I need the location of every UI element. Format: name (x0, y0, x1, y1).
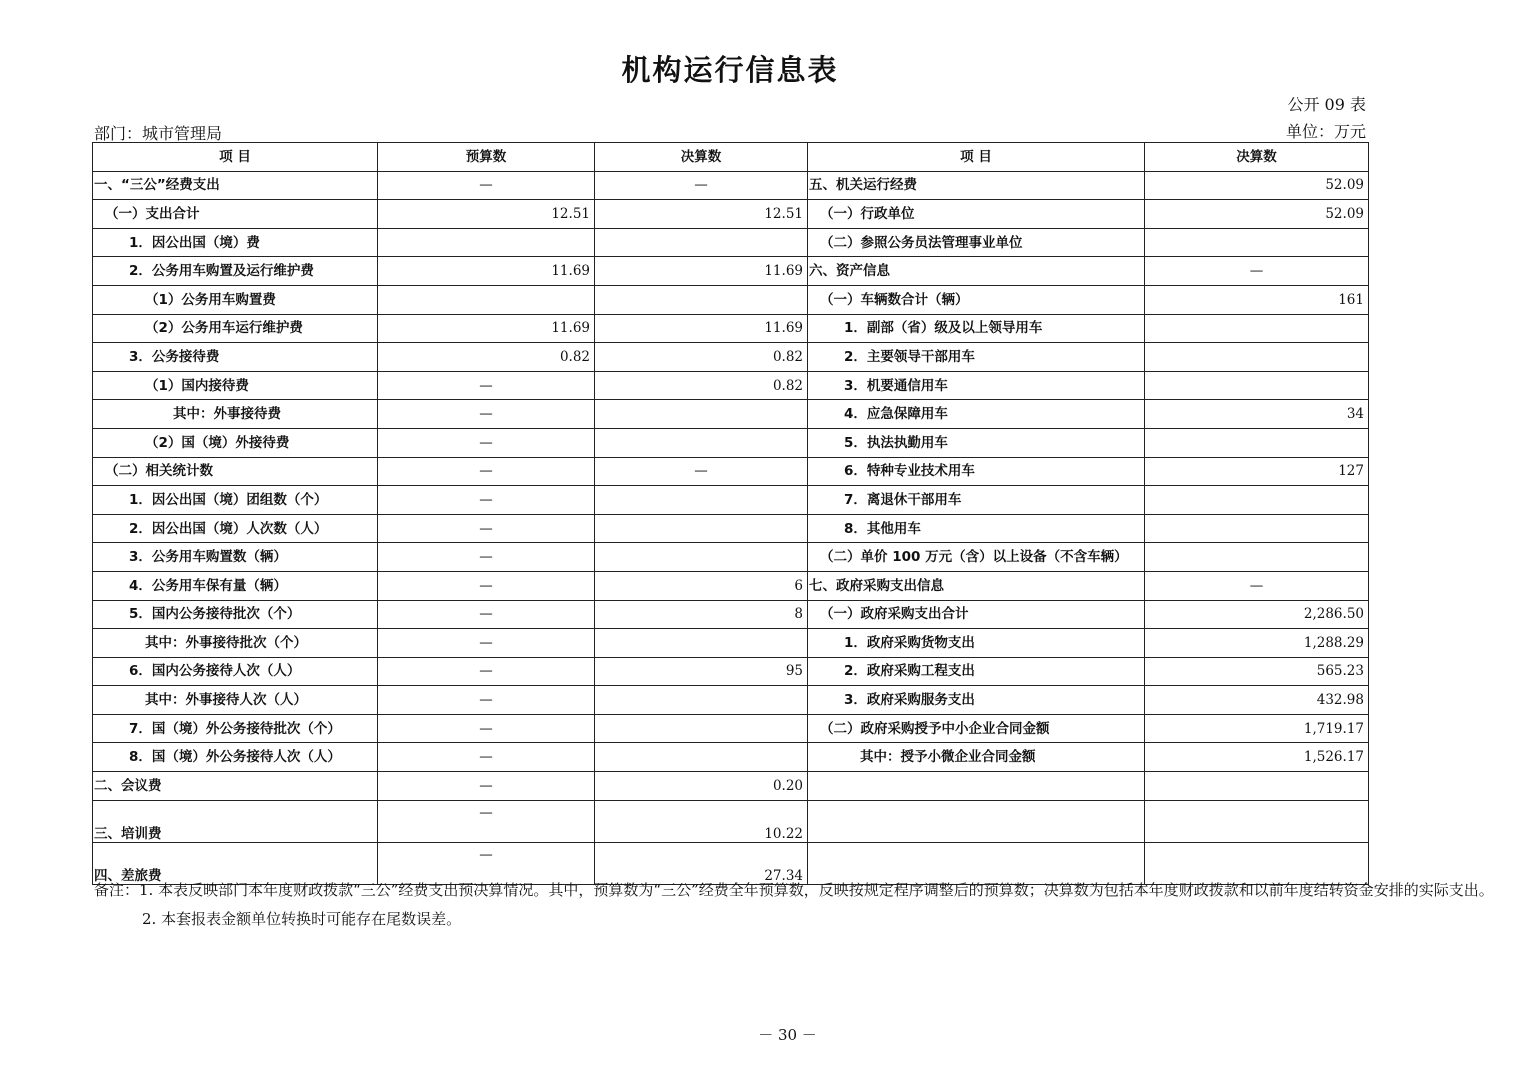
left-item-cell: 3．公务接待费 (93, 343, 378, 372)
left-item-cell: 1．因公出国（境）费 (93, 228, 378, 257)
right-final-cell (1145, 314, 1369, 343)
right-final-cell (1145, 371, 1369, 400)
final-cell (595, 686, 808, 715)
department-label: 部门：城市管理局 (94, 124, 223, 143)
right-item-cell: （二）政府采购授予中小企业合同金额 (808, 714, 1145, 743)
right-item-cell: 1．副部（省）级及以上领导用车 (808, 314, 1145, 343)
table-row (93, 371, 1369, 400)
right-item-cell: 7．离退休干部用车 (808, 486, 1145, 515)
left-item-cell: （1）公务用车购置费 (93, 285, 378, 314)
left-item-cell: 一、“三公”经费支出 (93, 171, 378, 200)
table-row (93, 457, 1369, 486)
right-item-cell: 2．政府采购工程支出 (808, 657, 1145, 686)
budget-cell: — (378, 428, 595, 457)
table-row (93, 400, 1369, 429)
right-item-cell: 3．机要通信用车 (808, 371, 1145, 400)
table-row (93, 800, 1369, 842)
right-item-cell (808, 772, 1145, 801)
budget-cell: — (378, 714, 595, 743)
right-final-cell: 127 (1145, 457, 1369, 486)
header-final-right: 决算数 (1145, 143, 1369, 172)
final-cell (595, 543, 808, 572)
right-item-cell: 5．执法执勤用车 (808, 428, 1145, 457)
right-final-cell (1145, 543, 1369, 572)
table-row (93, 514, 1369, 543)
budget-cell: 11.69 (378, 314, 595, 343)
final-cell (595, 714, 808, 743)
right-item-cell: （一）政府采购支出合计 (808, 600, 1145, 629)
right-item-cell: （一）车辆数合计（辆） (808, 285, 1145, 314)
right-item-cell: 其中：授予小微企业合同金额 (808, 743, 1145, 772)
final-cell: 8 (595, 600, 808, 629)
right-item-cell: 4．应急保障用车 (808, 400, 1145, 429)
right-final-cell (1145, 428, 1369, 457)
final-cell: 10.22 (595, 800, 808, 842)
budget-cell: — (378, 743, 595, 772)
header-budget: 预算数 (378, 143, 595, 172)
final-cell: 0.82 (595, 343, 808, 372)
left-item-cell: 其中：外事接待费 (93, 400, 378, 429)
page-number: － 30 － (758, 1026, 817, 1044)
table-row (93, 657, 1369, 686)
left-item-cell: 2．公务用车购置及运行维护费 (93, 257, 378, 286)
right-item-cell: 2．主要领导干部用车 (808, 343, 1145, 372)
budget-cell: — (378, 543, 595, 572)
left-item-cell: 2．因公出国（境）人次数（人） (93, 514, 378, 543)
left-item-cell: （2）国（境）外接待费 (93, 428, 378, 457)
right-final-cell: 2,286.50 (1145, 600, 1369, 629)
table-row (93, 686, 1369, 715)
left-item-cell: 8．国（境）外公务接待人次（人） (93, 743, 378, 772)
final-cell: 95 (595, 657, 808, 686)
budget-cell: — (378, 842, 595, 884)
left-item-cell: （1）国内接待费 (93, 371, 378, 400)
table-row (93, 228, 1369, 257)
left-item-cell: 其中：外事接待批次（个） (93, 629, 378, 658)
left-item-cell: 4．公务用车保有量（辆） (93, 571, 378, 600)
page-title: 机构运行信息表 (621, 53, 839, 87)
right-final-cell: 1,288.29 (1145, 629, 1369, 658)
left-item-cell: 四、差旅费 (93, 842, 378, 884)
budget-cell: — (378, 514, 595, 543)
table-row (93, 428, 1369, 457)
table-row (93, 486, 1369, 515)
final-cell (595, 629, 808, 658)
budget-cell: — (378, 629, 595, 658)
budget-cell: — (378, 772, 595, 801)
right-final-cell: 52.09 (1145, 200, 1369, 229)
budget-cell: — (378, 400, 595, 429)
budget-cell: 12.51 (378, 200, 595, 229)
note-1: 备注：1. 本表反映部门本年度财政拨款“三公”经费支出预决算情况。其中，预算数为“三公”经费全年预算数，反映按规定程序调整后的预算数；决算数为包括本年度财政拨款和以前年度结转资金安排的实际支出。 (94, 881, 1494, 899)
budget-cell (378, 285, 595, 314)
budget-cell: — (378, 457, 595, 486)
budget-cell: — (378, 171, 595, 200)
left-item-cell: 3．公务用车购置数（辆） (93, 543, 378, 572)
right-item-cell: 七、政府采购支出信息 (808, 571, 1145, 600)
left-item-cell: （二）相关统计数 (93, 457, 378, 486)
left-item-cell: （一）支出合计 (93, 200, 378, 229)
right-final-cell: 161 (1145, 285, 1369, 314)
header-item-right: 项 目 (808, 143, 1145, 172)
right-item-cell: 五、机关运行经费 (808, 171, 1145, 200)
table-row (93, 600, 1369, 629)
final-cell: 6 (595, 571, 808, 600)
table-row (93, 571, 1369, 600)
left-item-cell: 1．因公出国（境）团组数（个） (93, 486, 378, 515)
table-row (93, 314, 1369, 343)
notes (94, 876, 1508, 934)
budget-cell: — (378, 486, 595, 515)
final-cell: 12.51 (595, 200, 808, 229)
right-final-cell (1145, 486, 1369, 515)
budget-cell: — (378, 686, 595, 715)
final-cell: 11.69 (595, 314, 808, 343)
table-row (93, 629, 1369, 658)
table-row (93, 772, 1369, 801)
budget-cell: — (378, 571, 595, 600)
right-final-cell: 52.09 (1145, 171, 1369, 200)
right-final-cell (1145, 228, 1369, 257)
right-final-cell (1145, 800, 1369, 842)
final-cell (595, 285, 808, 314)
right-item-cell: 六、资产信息 (808, 257, 1145, 286)
left-item-cell: 二、会议费 (93, 772, 378, 801)
table-row (93, 285, 1369, 314)
table-header-row (93, 143, 1369, 172)
final-cell: — (595, 457, 808, 486)
budget-cell: — (378, 600, 595, 629)
right-item-cell: 6．特种专业技术用车 (808, 457, 1145, 486)
budget-cell: — (378, 800, 595, 842)
final-cell (595, 486, 808, 515)
final-cell (595, 400, 808, 429)
right-item-cell: 8．其他用车 (808, 514, 1145, 543)
budget-cell: — (378, 371, 595, 400)
right-item-cell: （二）参照公务员法管理事业单位 (808, 228, 1145, 257)
table-row (93, 743, 1369, 772)
table-row (93, 343, 1369, 372)
unit-label: 单位：万元 (1285, 122, 1366, 141)
right-item-cell: 3．政府采购服务支出 (808, 686, 1145, 715)
header-final-left: 决算数 (595, 143, 808, 172)
right-item-cell (808, 800, 1145, 842)
right-final-cell: 1,719.17 (1145, 714, 1369, 743)
final-cell (595, 514, 808, 543)
final-cell: 11.69 (595, 257, 808, 286)
table-row (93, 171, 1369, 200)
right-item-cell: （一）行政单位 (808, 200, 1145, 229)
left-item-cell: 6．国内公务接待人次（人） (93, 657, 378, 686)
left-item-cell: 三、培训费 (93, 800, 378, 842)
table-row (93, 714, 1369, 743)
budget-cell: 0.82 (378, 343, 595, 372)
note-2: 2. 本套报表金额单位转换时可能存在尾数误差。 (142, 910, 462, 928)
right-final-cell: 432.98 (1145, 686, 1369, 715)
table-row (93, 200, 1369, 229)
right-final-cell: 1,526.17 (1145, 743, 1369, 772)
right-final-cell: — (1145, 571, 1369, 600)
final-cell: — (595, 171, 808, 200)
final-cell: 0.82 (595, 371, 808, 400)
final-cell: 0.20 (595, 772, 808, 801)
header-item-left: 项 目 (93, 143, 378, 172)
final-cell (595, 743, 808, 772)
right-final-cell (1145, 514, 1369, 543)
final-cell (595, 428, 808, 457)
right-item-cell: （二）单价 100 万元（含）以上设备（不含车辆） (808, 543, 1145, 572)
budget-cell: — (378, 657, 595, 686)
final-cell (595, 228, 808, 257)
budget-cell: 11.69 (378, 257, 595, 286)
table-row (93, 543, 1369, 572)
right-final-cell (1145, 772, 1369, 801)
left-item-cell: 7．国（境）外公务接待批次（个） (93, 714, 378, 743)
right-item-cell: 1．政府采购货物支出 (808, 629, 1145, 658)
right-final-cell (1145, 343, 1369, 372)
budget-cell (378, 228, 595, 257)
right-final-cell: 34 (1145, 400, 1369, 429)
left-item-cell: （2）公务用车运行维护费 (93, 314, 378, 343)
table-row (93, 257, 1369, 286)
left-item-cell: 5．国内公务接待批次（个） (93, 600, 378, 629)
final-cell: 27.34 (595, 842, 808, 884)
form-number: 公开 09 表 (1287, 95, 1366, 114)
right-final-cell: — (1145, 257, 1369, 286)
left-item-cell: 其中：外事接待人次（人） (93, 686, 378, 715)
right-final-cell: 565.23 (1145, 657, 1369, 686)
operation-info-table (92, 142, 1369, 885)
